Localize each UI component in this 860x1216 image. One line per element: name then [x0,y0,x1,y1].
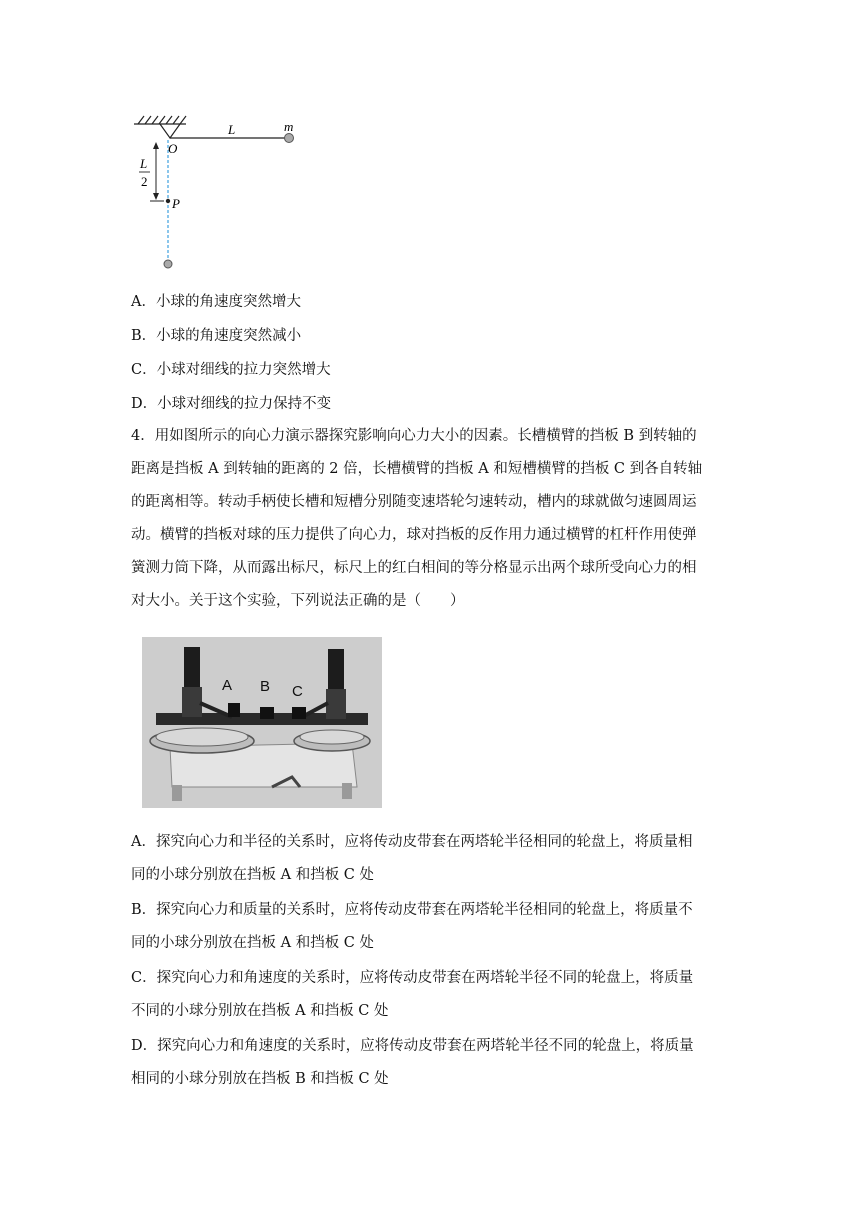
q4-option-line: B．探究向心力和质量的关系时，应将传动皮带套在两塔轮半径相同的轮盘上，将质量不 [131,902,693,918]
q4-stem-line: 的距离相等。转动手柄使长槽和短槽分别随变速塔轮匀速转动，槽内的球就做匀速圆周运 [131,494,697,510]
q4-stem-line: 距离是挡板 A 到转轴的距离的 2 倍，长槽横臂的挡板 A 和短槽横臂的挡板 C 到各自转轴 [131,461,703,477]
q4-option-d [131,1030,731,1096]
ball-hanging [164,260,172,268]
q4-option-line: C．探究向心力和角速度的关系时，应将传动皮带套在两塔轮半径不同的轮盘上，将质量 [131,970,694,986]
q4-stem [131,420,731,618]
photo-label-c: C [292,683,303,700]
label-l-den: 2 [141,174,148,189]
q4-option-line: 同的小球分别放在挡板 A 和挡板 C 处 [131,867,375,883]
ball-m [285,134,294,143]
q3-option-c: C．小球对细线的拉力突然增大 [131,362,331,378]
nail-p [166,199,170,203]
q4-option-line: 不同的小球分别放在挡板 A 和挡板 C 处 [131,1003,389,1019]
q4-option-line: A．探究向心力和半径的关系时，应将传动皮带套在两塔轮半径相同的轮盘上，将质量相 [131,834,693,850]
q4-option-line: 相同的小球分别放在挡板 B 和挡板 C 处 [131,1071,389,1087]
label-p: P [172,196,180,211]
q4-stem-line: 对大小。关于这个实验，下列说法正确的是（ ） [131,593,465,609]
q4-option-line: D．探究向心力和角速度的关系时，应将传动皮带套在两塔轮半径不同的轮盘上，将质量 [131,1038,694,1054]
label-o: O [168,141,178,156]
q4-stem-line: 动。横臂的挡板对球的压力提供了向心力，球对挡板的反作用力通过横臂的杠杆作用使弹 [131,527,697,543]
photo-label-b: B [260,678,271,695]
q4-option-b [131,894,731,960]
pendulum-diagram [128,112,318,272]
q4-option-c [131,962,731,1028]
q4-option-a [131,826,731,892]
q3-option-a: A．小球的角速度突然增大 [131,294,301,310]
q3-option-d: D．小球对细线的拉力保持不变 [131,396,332,412]
label-l: L [228,122,236,137]
q4-stem-line: 簧测力筒下降，从而露出标尺，标尺上的红白相间的等分格显示出两个球所受向心力的相 [131,560,697,576]
pivot-support [160,124,180,138]
label-m: m [284,119,294,134]
label-l-num: L [140,156,148,171]
q4-option-line: 同的小球分别放在挡板 A 和挡板 C 处 [131,935,375,951]
photo-label-a: A [222,677,233,694]
q4-stem-line: 4．用如图所示的向心力演示器探究影响向心力大小的因素。长槽横臂的挡板 B 到转轴的 [131,428,697,444]
ceiling-hatch [134,116,186,124]
q3-option-b: B．小球的角速度突然减小 [131,328,302,344]
centripetal-apparatus-photo [142,637,382,808]
